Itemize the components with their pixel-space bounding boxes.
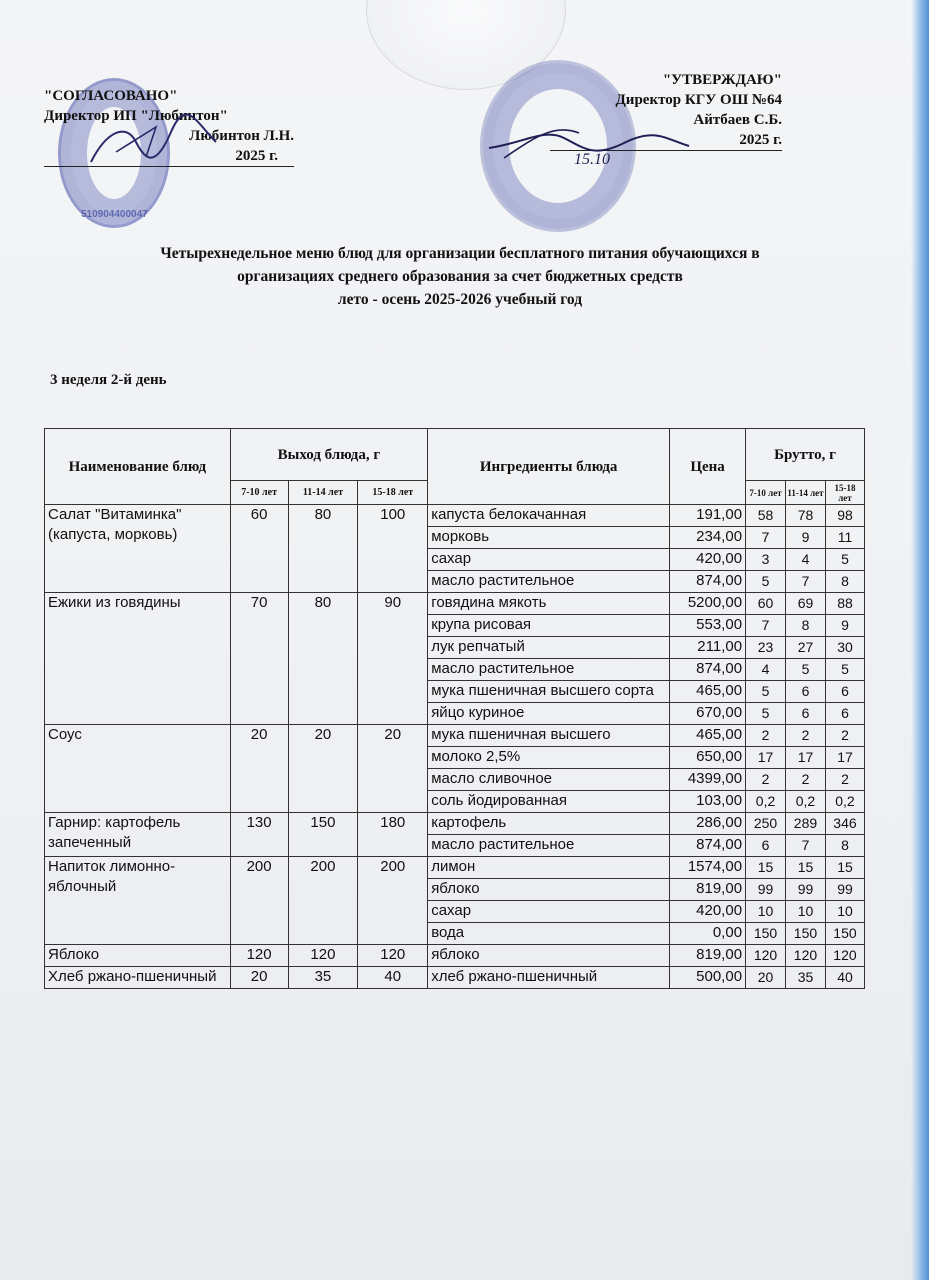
brutto-15-18: 2: [825, 769, 864, 791]
brutto-15-18: 17: [825, 747, 864, 769]
signature-date: 15.10: [574, 151, 610, 168]
ingredient-price: 103,00: [670, 791, 746, 813]
brutto-7-10: 6: [746, 835, 786, 857]
yield-15-18: 200: [358, 857, 428, 945]
brutto-11-14: 35: [786, 967, 826, 989]
brutto-11-14: 150: [786, 923, 826, 945]
yield-15-18: 180: [358, 813, 428, 857]
brutto-15-18: 9: [825, 615, 864, 637]
title-line2: организациях среднего образования за счет бюджетных средств: [237, 268, 683, 285]
brutto-11-14: 17: [786, 747, 826, 769]
brutto-11-14: 99: [786, 879, 826, 901]
ingredient-price: 5200,00: [670, 593, 746, 615]
brutto-11-14: 15: [786, 857, 826, 879]
menu-table: [44, 428, 865, 989]
brutto-15-18: 15: [825, 857, 864, 879]
brutto-15-18: 88: [825, 593, 864, 615]
ingredient-price: 670,00: [670, 703, 746, 725]
header-age-15-18: 15-18 лет: [358, 481, 428, 505]
yield-7-10: 130: [230, 813, 288, 857]
ingredient-name: мука пшеничная высшего сорта: [428, 681, 670, 703]
header-age-7-10: 7-10 лет: [230, 481, 288, 505]
ingredient-name: картофель: [428, 813, 670, 835]
yield-11-14: 80: [288, 505, 358, 593]
dish-name: Соус: [45, 725, 231, 813]
yield-7-10: 20: [230, 725, 288, 813]
brutto-7-10: 0,2: [746, 791, 786, 813]
brutto-15-18: 120: [825, 945, 864, 967]
header-age-11-14: 11-14 лет: [288, 481, 358, 505]
title-line1: Четырехнедельное меню блюд для организации бесплатного питания обучающихся в: [160, 245, 760, 262]
header-brutto: Брутто, г: [746, 429, 865, 481]
brutto-11-14: 78: [786, 505, 826, 527]
ingredient-price: 286,00: [670, 813, 746, 835]
yield-7-10: 200: [230, 857, 288, 945]
ingredient-name: яйцо куриное: [428, 703, 670, 725]
yield-15-18: 40: [358, 967, 428, 989]
yield-7-10: 60: [230, 505, 288, 593]
ingredient-price: 874,00: [670, 571, 746, 593]
ingredient-name: яблоко: [428, 879, 670, 901]
dish-name: Яблоко: [45, 945, 231, 967]
brutto-7-10: 10: [746, 901, 786, 923]
yield-11-14: 120: [288, 945, 358, 967]
ingredient-name: хлеб ржано-пшеничный: [428, 967, 670, 989]
ingredient-name: сахар: [428, 901, 670, 923]
ingredient-price: 874,00: [670, 659, 746, 681]
ingredient-name: крупа рисовая: [428, 615, 670, 637]
header-brutto-age-7-10: 7-10 лет: [746, 481, 786, 505]
brutto-7-10: 23: [746, 637, 786, 659]
signature-right: [484, 118, 694, 178]
table-row: [45, 813, 865, 835]
brutto-7-10: 15: [746, 857, 786, 879]
ingredient-price: 465,00: [670, 681, 746, 703]
yield-11-14: 35: [288, 967, 358, 989]
brutto-15-18: 30: [825, 637, 864, 659]
brutto-7-10: 7: [746, 615, 786, 637]
brutto-7-10: 20: [746, 967, 786, 989]
brutto-7-10: 150: [746, 923, 786, 945]
header-dish-name: Наименование блюд: [45, 429, 231, 505]
ingredient-price: 420,00: [670, 549, 746, 571]
dish-name: Хлеб ржано-пшеничный: [45, 967, 231, 989]
brutto-15-18: 10: [825, 901, 864, 923]
dish-name: Гарнир: картофель запеченный: [45, 813, 231, 857]
yield-7-10: 20: [230, 967, 288, 989]
approval-right-line4: 2025 г.: [550, 130, 782, 151]
ingredient-name: масло растительное: [428, 835, 670, 857]
ingredient-price: 553,00: [670, 615, 746, 637]
yield-15-18: 20: [358, 725, 428, 813]
approval-right-line3: Айтбаев С.Б.: [693, 112, 782, 128]
header-yield: Выход блюда, г: [230, 429, 428, 481]
brutto-7-10: 60: [746, 593, 786, 615]
brutto-15-18: 150: [825, 923, 864, 945]
table-row: [45, 967, 865, 989]
ingredient-name: вода: [428, 923, 670, 945]
ingredient-price: 0,00: [670, 923, 746, 945]
ingredient-name: мука пшеничная высшего: [428, 725, 670, 747]
header-brutto-age-11-14: 11-14 лет: [786, 481, 826, 505]
ingredient-name: лук репчатый: [428, 637, 670, 659]
brutto-15-18: 6: [825, 681, 864, 703]
clipboard-edge: [911, 0, 929, 1280]
ingredient-price: 819,00: [670, 879, 746, 901]
yield-7-10: 120: [230, 945, 288, 967]
brutto-7-10: 2: [746, 769, 786, 791]
brutto-11-14: 2: [786, 725, 826, 747]
brutto-11-14: 6: [786, 703, 826, 725]
brutto-15-18: 40: [825, 967, 864, 989]
approval-left-line2: Директор ИП "Любинтон": [44, 108, 228, 124]
brutto-7-10: 5: [746, 703, 786, 725]
ingredient-price: 1574,00: [670, 857, 746, 879]
ingredient-name: говядина мякоть: [428, 593, 670, 615]
ingredient-price: 819,00: [670, 945, 746, 967]
approval-right-line1: "УТВЕРЖДАЮ": [662, 72, 782, 88]
brutto-11-14: 5: [786, 659, 826, 681]
table-row: [45, 593, 865, 615]
ingredient-name: молоко 2,5%: [428, 747, 670, 769]
ingredient-name: яблоко: [428, 945, 670, 967]
menu-table-body: [45, 505, 865, 989]
brutto-11-14: 10: [786, 901, 826, 923]
ingredient-price: 500,00: [670, 967, 746, 989]
dish-name: Напиток лимонно-яблочный: [45, 857, 231, 945]
yield-11-14: 200: [288, 857, 358, 945]
approval-left-line3: Любинтон Л.Н.: [189, 128, 294, 144]
brutto-11-14: 9: [786, 527, 826, 549]
brutto-7-10: 17: [746, 747, 786, 769]
brutto-15-18: 11: [825, 527, 864, 549]
brutto-7-10: 4: [746, 659, 786, 681]
brutto-7-10: 2: [746, 725, 786, 747]
brutto-11-14: 7: [786, 835, 826, 857]
brutto-11-14: 120: [786, 945, 826, 967]
yield-11-14: 150: [288, 813, 358, 857]
brutto-7-10: 5: [746, 571, 786, 593]
ingredient-name: сахар: [428, 549, 670, 571]
approval-right-line2: Директор КГУ ОШ №64: [615, 92, 782, 108]
brutto-15-18: 0,2: [825, 791, 864, 813]
dish-name: Салат "Витаминка" (капуста, морковь): [45, 505, 231, 593]
header-price: Цена: [670, 429, 746, 505]
ingredient-name: масло растительное: [428, 571, 670, 593]
header-brutto-age-15-18: 15-18 лет: [825, 481, 864, 505]
brutto-7-10: 120: [746, 945, 786, 967]
ingredient-name: лимон: [428, 857, 670, 879]
ingredient-price: 191,00: [670, 505, 746, 527]
yield-11-14: 20: [288, 725, 358, 813]
dish-name: Ежики из говядины: [45, 593, 231, 725]
ingredient-price: 4399,00: [670, 769, 746, 791]
approval-left-line1: "СОГЛАСОВАНО": [44, 88, 178, 104]
brutto-7-10: 250: [746, 813, 786, 835]
week-day-label: 3 неделя 2-й день: [50, 372, 167, 388]
ingredient-price: 650,00: [670, 747, 746, 769]
ingredient-price: 234,00: [670, 527, 746, 549]
ingredient-name: масло растительное: [428, 659, 670, 681]
ingredient-name: соль йодированная: [428, 791, 670, 813]
table-row: [45, 505, 865, 527]
brutto-15-18: 2: [825, 725, 864, 747]
brutto-11-14: 6: [786, 681, 826, 703]
ingredient-price: 420,00: [670, 901, 746, 923]
table-row: [45, 857, 865, 879]
brutto-7-10: 5: [746, 681, 786, 703]
document-title: [60, 242, 860, 311]
yield-11-14: 80: [288, 593, 358, 725]
brutto-11-14: 4: [786, 549, 826, 571]
brutto-7-10: 7: [746, 527, 786, 549]
approval-left-line4: 2025 г.: [44, 146, 294, 167]
ingredient-name: капуста белокачанная: [428, 505, 670, 527]
brutto-7-10: 99: [746, 879, 786, 901]
stamp-left-number: 510904400047: [81, 209, 148, 220]
brutto-11-14: 27: [786, 637, 826, 659]
brutto-15-18: 99: [825, 879, 864, 901]
ingredient-name: морковь: [428, 527, 670, 549]
ingredient-price: 211,00: [670, 637, 746, 659]
brutto-11-14: 7: [786, 571, 826, 593]
brutto-15-18: 346: [825, 813, 864, 835]
brutto-7-10: 58: [746, 505, 786, 527]
brutto-15-18: 5: [825, 659, 864, 681]
table-row: [45, 945, 865, 967]
yield-15-18: 90: [358, 593, 428, 725]
brutto-11-14: 289: [786, 813, 826, 835]
brutto-7-10: 3: [746, 549, 786, 571]
yield-15-18: 100: [358, 505, 428, 593]
ingredient-price: 874,00: [670, 835, 746, 857]
title-line3: лето - осень 2025-2026 учебный год: [337, 291, 583, 308]
table-row: [45, 725, 865, 747]
brutto-11-14: 0,2: [786, 791, 826, 813]
brutto-15-18: 8: [825, 571, 864, 593]
ingredient-price: 465,00: [670, 725, 746, 747]
signature-left: [86, 112, 226, 172]
yield-7-10: 70: [230, 593, 288, 725]
brutto-15-18: 8: [825, 835, 864, 857]
brutto-11-14: 2: [786, 769, 826, 791]
brutto-11-14: 69: [786, 593, 826, 615]
brutto-15-18: 6: [825, 703, 864, 725]
yield-15-18: 120: [358, 945, 428, 967]
header-ingredients: Ингредиенты блюда: [428, 429, 670, 505]
brutto-11-14: 8: [786, 615, 826, 637]
brutto-15-18: 98: [825, 505, 864, 527]
ingredient-name: масло сливочное: [428, 769, 670, 791]
brutto-15-18: 5: [825, 549, 864, 571]
